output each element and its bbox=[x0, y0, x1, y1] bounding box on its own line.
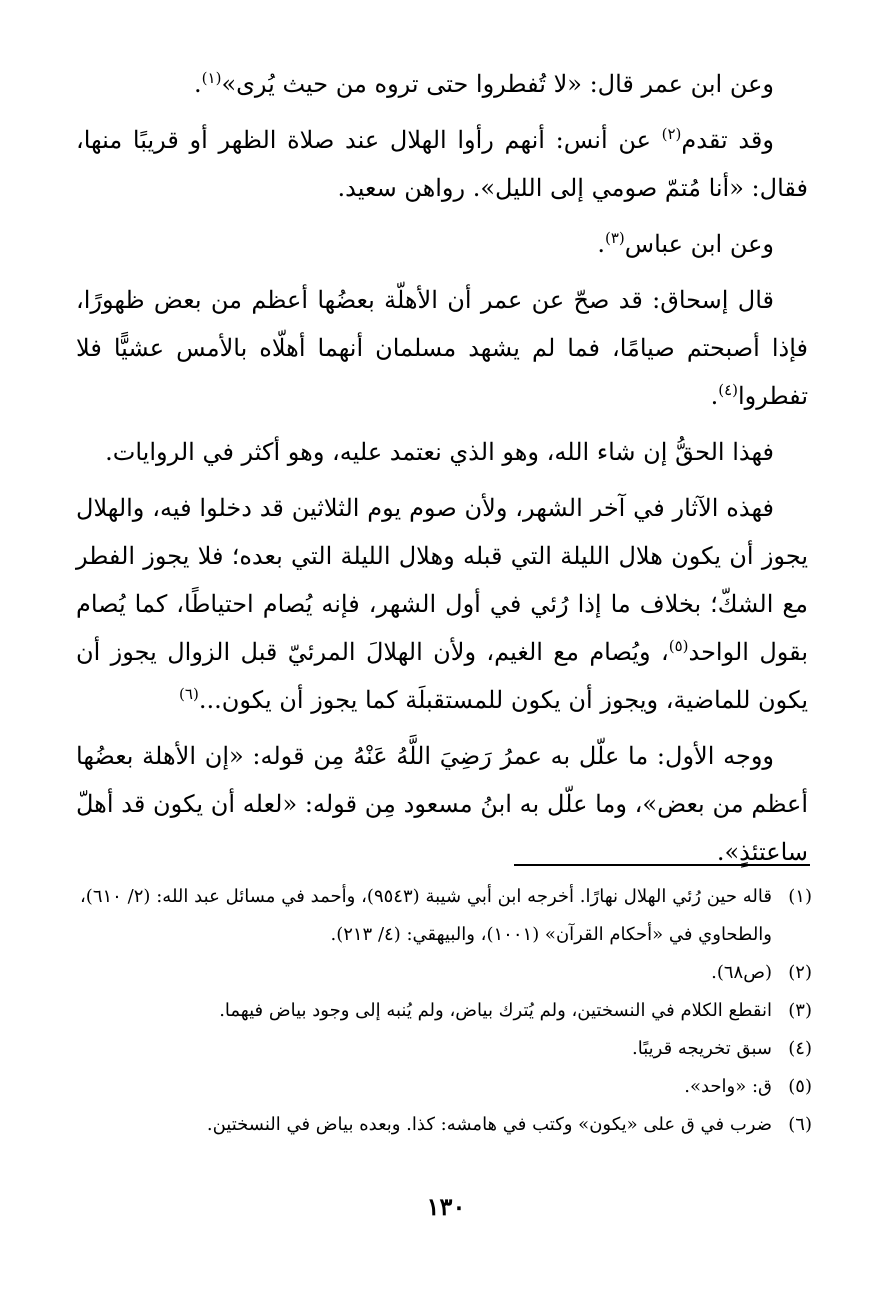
footnote-2 bbox=[80, 954, 812, 992]
footnote-ref: (٥) bbox=[668, 637, 689, 655]
footnote-4 bbox=[80, 1030, 812, 1068]
paragraph-text: فهذا الحقُّ إن شاء الله، وهو الذي نعتمد عليه، وهو أكثر في الروايات. bbox=[105, 438, 774, 466]
paragraph-text: قال إسحاق: قد صحّ عن عمر أن الأهلّة بعضُها أعظم من بعض ظهورًا، فإذا أصبحتم صيامًا، فما لم يشهد مسلمان أنهما أهلّاه بالأمس عشيًّا فلا تفطروا bbox=[76, 286, 808, 410]
paragraph-tail: . bbox=[194, 70, 202, 98]
footnote-number: (٣) bbox=[788, 1000, 812, 1021]
paragraph-4 bbox=[76, 276, 808, 420]
paragraph-6 bbox=[76, 484, 808, 724]
paragraph-tail: ، ويُصام مع الغيم، ولأن الهلالَ المرئيّ قبل الزوال يجوز أن يكون للماضية، ويجوز أن يكون للمستقبلَة كما يجوز أن يكون... bbox=[76, 638, 808, 714]
paragraph-2 bbox=[76, 116, 808, 212]
footnote-ref: (٤) bbox=[718, 381, 738, 399]
footnote-number: (١) bbox=[788, 886, 812, 907]
footnote-text: قاله حين رُئي الهلال نهارًا. أخرجه ابن أبي شيبة (٩٥٤٣)، وأحمد في مسائل عبد الله: (٢/ ٦١٠)، والطحاوي في «أحكام القرآن» (١٠٠١)، والبيهقي: (٤/ ٢١٣). bbox=[80, 886, 772, 945]
footnote-ref: (٢) bbox=[661, 125, 682, 143]
footnote-text: سبق تخريجه قريبًا. bbox=[632, 1038, 772, 1059]
footnote-number: (٦) bbox=[788, 1114, 812, 1135]
footnote-3 bbox=[80, 992, 812, 1030]
footnote-number: (٤) bbox=[788, 1038, 812, 1059]
paragraph-text: وعن ابن عباس bbox=[624, 230, 774, 258]
footnote-number: (٥) bbox=[788, 1076, 812, 1097]
footnote-text: ضرب في ق على «يكون» وكتب في هامشه: كذا. وبعده بياض في النسختين. bbox=[206, 1114, 772, 1135]
footnote-number: (٢) bbox=[788, 962, 812, 983]
paragraph-7 bbox=[76, 732, 808, 876]
footnote-6 bbox=[80, 1106, 812, 1144]
footnote-text: انقطع الكلام في النسختين، ولم يُترك بياض، ولم يُنبه إلى وجود بياض فيهما. bbox=[219, 1000, 772, 1021]
paragraph-3 bbox=[76, 220, 808, 268]
paragraph-tail: عن أنس: أنهم رأوا الهلال عند صلاة الظهر أو قريبًا منها، فقال: «أنا مُتمّ صومي إلى الليل». رواهن سعيد. bbox=[76, 126, 808, 202]
paragraph-text: وقد تقدم bbox=[681, 126, 774, 154]
footnote-ref: (٦) bbox=[179, 685, 199, 703]
paragraph-text: وعن ابن عمر قال: «لا تُفطروا حتى تروه من حيث يُرى» bbox=[221, 70, 774, 98]
page-number: ١٣٠ bbox=[426, 1192, 466, 1221]
paragraph-tail: . bbox=[710, 382, 719, 410]
footnote-separator bbox=[514, 864, 810, 866]
footnotes bbox=[80, 878, 812, 1144]
paragraph-1 bbox=[76, 60, 808, 108]
footnote-5 bbox=[80, 1068, 812, 1106]
footnote-1 bbox=[80, 878, 812, 954]
paragraph-text: فهذه الآثار في آخر الشهر، ولأن صوم يوم الثلاثين قد دخلوا فيه، والهلال يجوز أن يكون هلال الليلة التي قبله وهلال الليلة التي بعده؛ فلا يجوز الفطر مع الشكّ؛ بخلاف ما إذا رُئي في أول الشهر، فإنه يُصام احتياطًا، كما يُصام بقول الواحد bbox=[76, 494, 809, 666]
footnote-text: (ص٦٨). bbox=[711, 962, 772, 983]
paragraph-5 bbox=[76, 428, 808, 476]
footnote-text: ق: «واحد». bbox=[684, 1076, 772, 1097]
paragraph-text: ووجه الأول: ما علّل به عمرُ رَضِيَ اللَّهُ عَنْهُ مِن قوله: «إن الأهلة بعضُها أعظم من بعض»، وما علّل به ابنُ مسعود مِن قوله: «لعله أن يكون قد أهلّ ساعتئذٍ». bbox=[76, 742, 808, 866]
footnote-ref: (١) bbox=[201, 69, 222, 87]
main-text bbox=[76, 60, 808, 884]
footnote-ref: (٣) bbox=[604, 229, 625, 247]
paragraph-tail: . bbox=[597, 230, 605, 258]
